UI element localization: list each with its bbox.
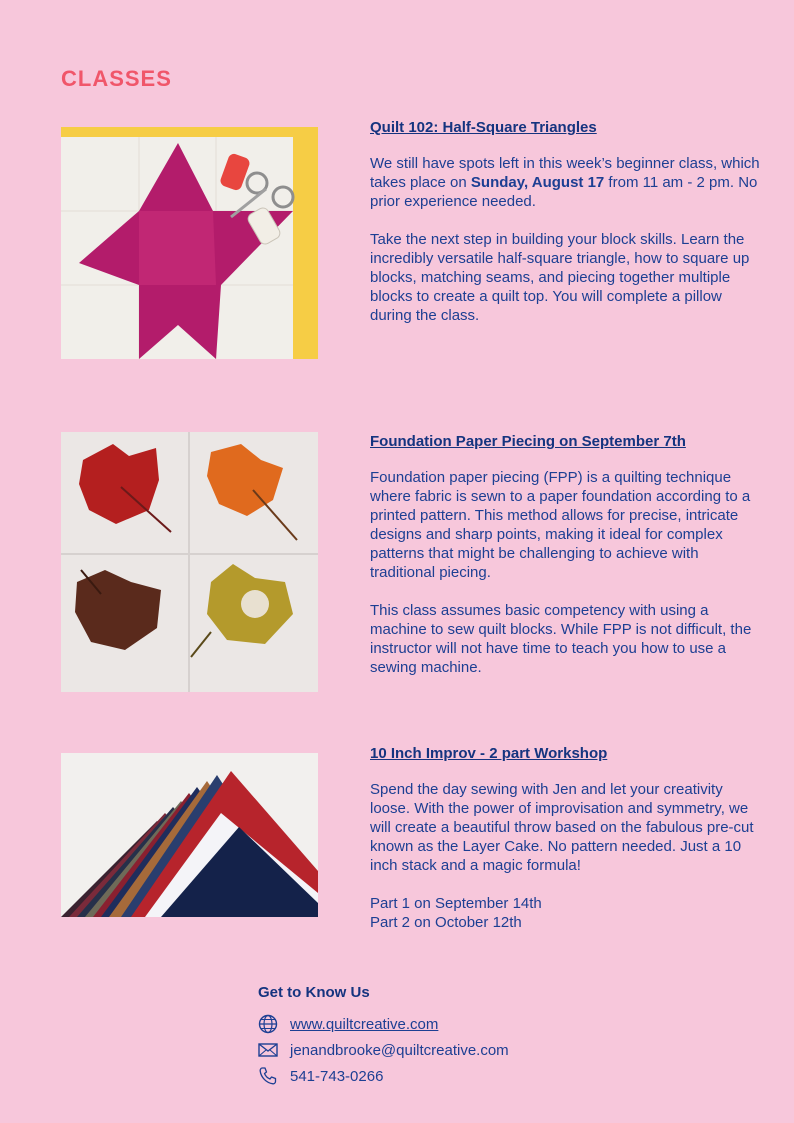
class-section-fpp — [370, 433, 762, 696]
website-link[interactable]: www.quiltcreative.com — [290, 1015, 439, 1033]
phone-icon — [258, 1066, 278, 1086]
class-title-link[interactable]: Foundation Paper Piecing on September 7th — [370, 433, 686, 450]
class-title-link[interactable]: 10 Inch Improv - 2 part Workshop — [370, 745, 608, 762]
class-description: Take the next step in building your block skills. Learn the incredibly versatile half-square triangle, how to square up blocks, matching seams, and piecing together multiple blocks to create a quilt top. You will complete a pillow during the class. — [370, 231, 750, 324]
class-section-quilt-102 — [370, 119, 762, 344]
phone-number[interactable]: 541-743-0266 — [290, 1067, 384, 1085]
email-row — [258, 1037, 509, 1063]
class-date-part-2: Part 2 on October 12th — [370, 914, 522, 931]
class-description: Spend the day sewing with Jen and let your creativity loose. With the power of improvisation and symmetry, we will create a beautiful throw based on the fabulous pre-cut known as the Layer Cake. No pattern needed. Just a 10 inch stack and a magic formula! — [370, 781, 754, 874]
website-row — [258, 1011, 509, 1037]
class-title-link[interactable]: Quilt 102: Half-Square Triangles — [370, 119, 597, 136]
class-dates — [370, 894, 762, 932]
contact-title: Get to Know Us — [258, 984, 370, 1001]
class-description: Foundation paper piecing (FPP) is a quilting technique where fabric is sewn to a paper foundation according to a printed pattern. This method allows for precise, intricate designs and sharp points, making it ideal for complex patterns that might be challenging to achieve with traditional piecing. — [370, 469, 751, 581]
class-image-quilt-102 — [61, 127, 318, 359]
contact-section — [258, 984, 509, 1089]
phone-row — [258, 1063, 509, 1089]
description-text: We still have spots left in this week’s beginner class, which takes place on — [370, 155, 760, 191]
email-address[interactable]: jenandbrooke@quiltcreative.com — [290, 1041, 509, 1059]
class-section-improv — [370, 745, 762, 932]
page-heading: CLASSES — [61, 66, 172, 91]
mail-icon — [258, 1040, 278, 1060]
class-image-improv — [61, 753, 318, 917]
class-description: This class assumes basic competency with using a machine to sew quilt blocks. While FPP is not difficult, the instructor will not have time to teach you how to use a sewing machine. — [370, 602, 752, 676]
description-text: from 11 am - 2 pm. No prior experience needed. — [370, 174, 758, 210]
globe-icon — [258, 1014, 278, 1034]
class-image-fpp — [61, 432, 318, 692]
class-description — [370, 154, 762, 211]
class-date: Sunday, August 17 — [470, 174, 605, 191]
class-date-part-1: Part 1 on September 14th — [370, 895, 542, 912]
